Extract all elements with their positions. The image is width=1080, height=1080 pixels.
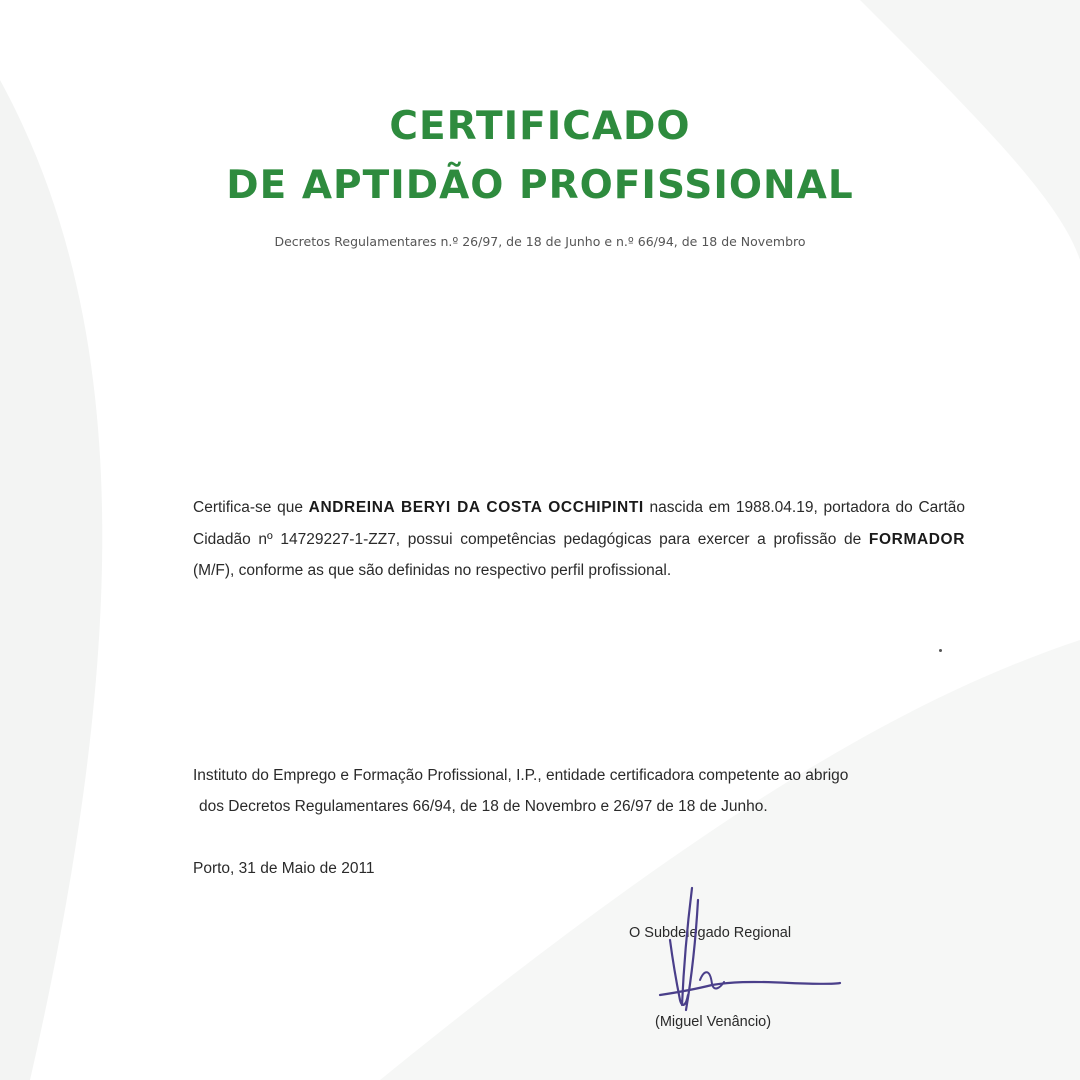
stray-dot [939,649,942,652]
handwritten-signature [640,880,860,1020]
signatory-name: (Miguel Venâncio) [655,1014,772,1030]
institution-statement [193,760,973,822]
certification-statement [193,492,965,587]
decrees-reference: Decretos Regulamentares n.º 26/97, de 18 de Junho e n.º 66/94, de 18 de Novembro [274,234,806,249]
holder-name: ANDREINA BERYI DA COSTA OCCHIPINTI [308,499,644,516]
certificate-title: CERTIFICADO [389,104,691,149]
institution-line-1: Instituto do Emprego e Formação Profissional, I.P., entidade certificadora competente ao abrigo [193,767,849,784]
statement-intro: Certifica-se que [193,499,303,516]
statement-ending: (M/F), conforme as que são definidas no respectivo perfil profissional. [193,562,672,579]
institution-line-2: dos Decretos Regulamentares 66/94, de 18 de Novembro e 26/97 de 18 de Junho. [199,798,768,815]
certificate-subtitle: DE APTIDÃO PROFISSIONAL [226,163,854,208]
statement-details: nascida em 1988.04.19, portadora do Cartão Cidadão nº 14729227-1-ZZ7, possui competências pedagógicas para exercer a profissão de [193,499,966,548]
signatory-role: O Subdelegado Regional [629,925,792,941]
place-and-date: Porto, 31 de Maio de 2011 [193,860,375,877]
profession: FORMADOR [868,530,965,548]
